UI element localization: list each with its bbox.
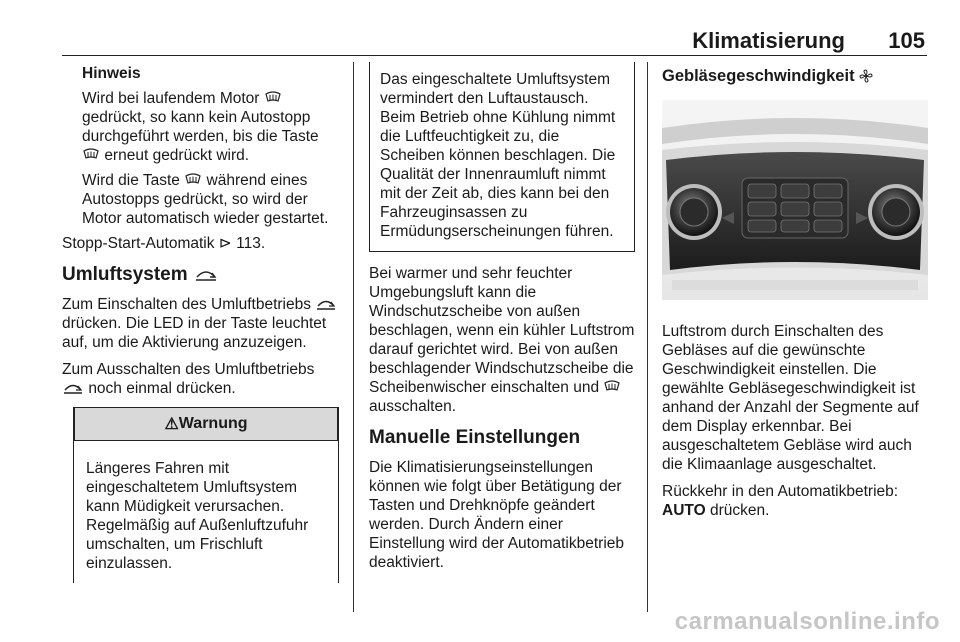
warning-title: Warnung (178, 415, 248, 432)
paragraph: Bei warmer und sehr feuchter Umgebungsluft kann die Windschutzscheibe von außen beschlagen, wenn ein kühler Luftstrom darauf gerichtet wird. Bei von außen beschlagender Windschutzscheibe die Scheibenwischer einschalten und ausschalten. (369, 265, 635, 415)
climate-panel-illustration (662, 100, 928, 300)
defrost-icon (264, 91, 282, 105)
hint-paragraph: Wird bei laufendem Motor gedrückt, so kann kein Autostopp durchgeführt werden, bis die Taste erneut gedrückt wird. (82, 90, 319, 164)
auto-label: AUTO (662, 502, 706, 519)
paragraph: Die Klimatisierungseinstellungen können wie folgt über Betätigung der Tasten und Drehknöpfe geändert werden. Durch Ändern einer Einstellung wird der Automatikbetrieb deaktiviert. (369, 459, 625, 571)
page-header (62, 28, 927, 56)
ref-arrow-icon: ⊳ (218, 235, 232, 252)
paragraph: Zum Einschalten des Umluftbetriebs drücken. Die LED in der Taste leuchtet auf, um die Aktivierung anzuzeigen. (62, 295, 340, 352)
defrost-icon (184, 173, 202, 187)
hint-block (62, 64, 340, 228)
recirculation-icon (193, 267, 219, 283)
page-title: Klimatisierung (692, 28, 845, 53)
warning-box (73, 407, 339, 583)
column-right (662, 64, 928, 528)
defrost-icon (82, 148, 100, 162)
paragraph: Rückkehr in den Automatikbetrieb: AUTO drücken. (662, 483, 899, 519)
column-middle (369, 64, 635, 580)
watermark: carmanualsonline.info (674, 608, 940, 635)
recirculation-icon (315, 297, 337, 311)
hint-paragraph: Wird die Taste während eines Autostopps gedrückt, so wird der Motor automatisch wieder gestartet. (82, 172, 329, 227)
paragraph: Zum Ausschalten des Umluftbetriebs noch einmal drücken. (62, 361, 315, 397)
defrost-icon (603, 380, 621, 394)
warning-icon: ⚠ (164, 416, 179, 433)
section-heading: Manuelle Einstellungen (369, 427, 581, 448)
recirculation-icon (62, 381, 84, 395)
page-number: 105 (888, 28, 925, 53)
column-divider (353, 62, 354, 612)
fan-icon (859, 69, 873, 83)
warning-text: Längeres Fahren mit eingeschaltetem Umluftsystem kann Müdigkeit verursachen. Regelmäßig auf Außenluftzufuhr umschalten, um Frischluft einzulassen. (86, 460, 309, 572)
hint-title: Hinweis (82, 65, 141, 82)
section-heading: Umluftsystem (62, 263, 340, 287)
warning-header (74, 407, 338, 441)
cross-reference: Stopp-Start-Automatik ⊳ 113. (62, 235, 266, 252)
section-heading: Gebläsegeschwindigkeit (662, 64, 928, 88)
paragraph: Luftstrom durch Einschalten des Gebläses auf die gewünschte Geschwindigkeit einstellen. Die gewählte Gebläsegeschwindigkeit ist anhand der Anzahl der Segmente auf dem Display erkennbar. Bei ausgeschaltetem Gebläse wird auch die Klimaanlage ausgeschaltet. (662, 323, 919, 473)
column-left (62, 64, 340, 406)
column-divider (647, 62, 648, 612)
climate-control-panel-image (662, 100, 928, 300)
warning-continuation-box: Das eingeschaltete Umluftsystem vermindert den Luftaustausch. Beim Betrieb ohne Kühlung nimmt die Luftfeuchtigkeit zu, die Scheiben können beschlagen. Die Qualität der Innenraumluft nimmt mit der Zeit ab, dies kann bei den Fahrzeuginsassen zu Ermüdungserscheinungen führen. (369, 62, 635, 252)
